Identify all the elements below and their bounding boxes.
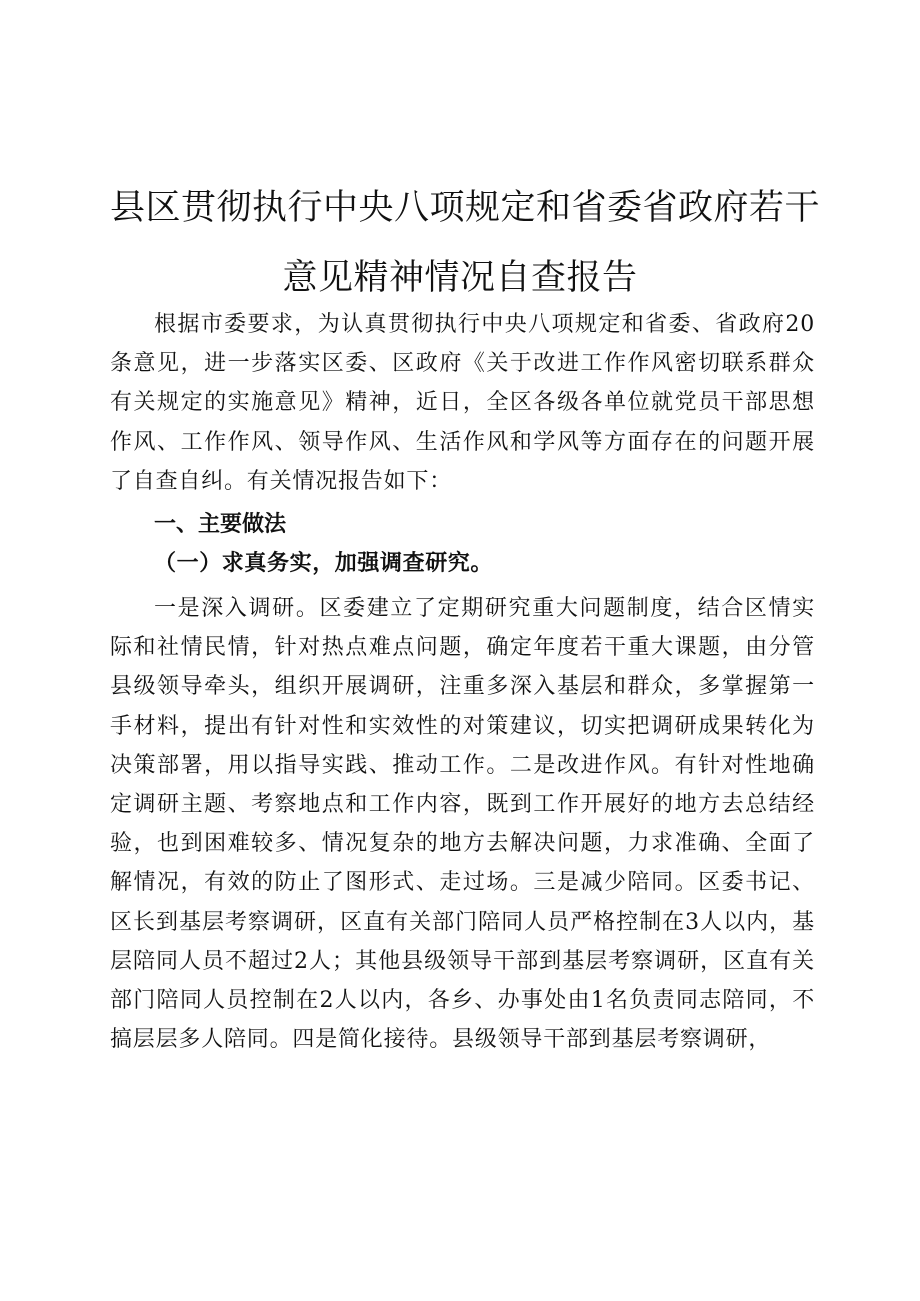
report-title-line-1: 县区贯彻执行中央八项规定和省委省政府若干 xyxy=(110,188,821,228)
intro-paragraph: 根据市委要求，为认真贯彻执行中央八项规定和省委、省政府20条意见，进一步落实区委、区政府《关于改进工作作风密切联系群众有关规定的实施意见》精神，近日，全区各级各单位就党员干部思想作风、工作作风、领导作风、生活作风和学风等方面存在的问题开展了自查自纠。有关情况报告如下： xyxy=(110,312,815,494)
subsection-heading-research: （一）求真务实，加强调查研究。 xyxy=(154,550,494,577)
research-paragraph: 一是深入调研。区委建立了定期研究重大问题制度，结合区情实际和社情民情，针对热点难点问题，确定年度若干重大课题，由分管县级领导牵头，组织开展调研，注重多深入基层和群众，多掌握第一手材料，提出有针对性和实效性的对策建议，切实把调研成果转化为决策部署，用以指导实践、推动工作。二是改进作风。有针对性地确定调研主题、考察地点和工作内容，既到工作开展好的地方去总结经验，也到困难较多、情况复杂的地方去解决问题，力求准确、全面了解情况，有效的防止了图形式、走过场。三是减少陪同。区委书记、区长到基层考察调研，区直有关部门陪同人员严格控制在3人以内，基层陪同人员不超过2人；其他县级领导干部到基层考察调研，区直有关部门陪同人员控制在2人以内，各乡、办事处由1名负责同志陪同，不搞层层多人陪同。四是简化接待。县级领导干部到基层考察调研， xyxy=(110,596,815,1053)
report-title-line-2: 意见精神情况自查报告 xyxy=(282,258,638,298)
report-body xyxy=(110,305,815,1059)
section-heading-main-practices: 一、主要做法 xyxy=(154,512,287,538)
